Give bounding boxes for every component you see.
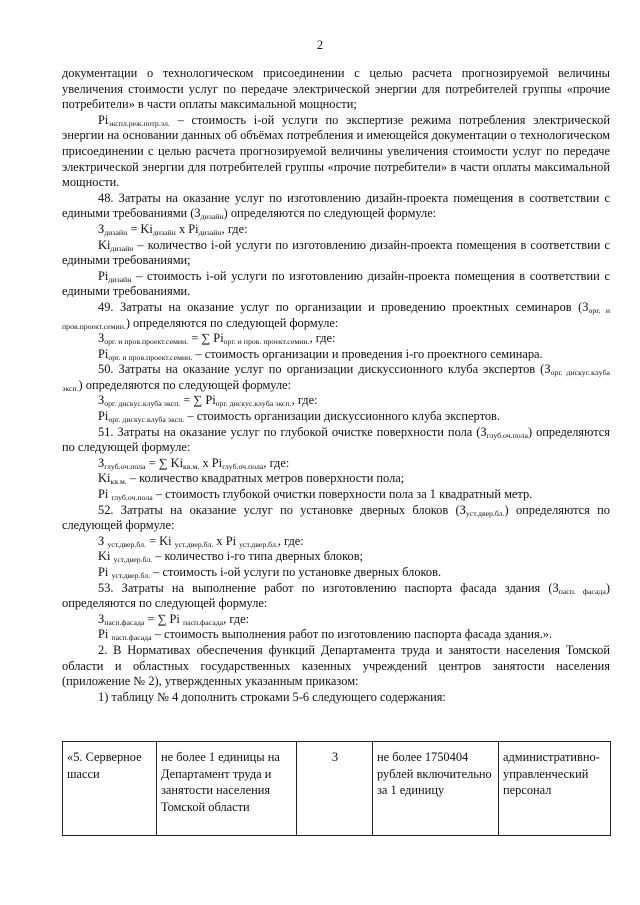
paragraph-53: 53. Затраты на выполнение работ по изготовлению паспорта фасада здания $(З_{пасп. фасада})$ определяются по следующей формуле: — [62, 580, 610, 611]
paragraph: Pi $_{уст.двер.бл.}$ – стоимость i-ой услуги по установке дверных блоков. — [98, 565, 442, 580]
formula-51: $З_{глуб.оч.пола}$ = ∑ $Ki_{кв.м.}$ x $Pi_{глуб.оч.пола}$, где: — [98, 455, 290, 471]
table-row — [63, 742, 611, 836]
paragraph-51: 51. Затраты на оказание услуг по глубокой очистке поверхности пола $(З_{глуб.оч.пола})$ определяются по следующей формуле: — [62, 424, 610, 455]
table-cell-term: 3 — [297, 742, 373, 836]
formula-50: $З_{орг. дискус.клуба эксп.}$ = ∑ $Pi_{орг. дискус.клуба эксп.}$, где: — [98, 393, 318, 409]
paragraph-49: 49. Затраты на оказание услуг по организации и проведению проектных семинаров $(З_{орг. и пров.проект.семин.})$ определяются по следующей формуле: — [62, 299, 610, 331]
paragraph: $Pi_{экспл.реж.потр.эл.}$ – стоимость i-ой услуги по экспертизе режима потребления электрической энергии на основании данных об объёмах потребления и имеющейся документации о технологическом присоединении с целью расчета прогнозируемой величины увеличения стоимости услуг по передаче электрической энергии для потребителей группы «прочие потребители» в части оплаты максимальной мощности. — [62, 112, 610, 190]
paragraph: $Pi_{дизайн}$ – стоимость i-ой услуги по изготовлению дизайн-проекта помещения в соответствии с едиными требованиями. — [62, 268, 610, 299]
paragraph: $Pi_{орг. дискус.клуба эксп.}$ – стоимость организации дискуссионного клуба экспертов. — [98, 409, 500, 425]
norms-table — [62, 741, 611, 836]
paragraph: Ki $_{уст.двер.бл.}$ – количество i-го типа дверных блоков; — [98, 549, 363, 565]
paragraph: $Ki_{дизайн}$ – количество i-ой услуги по изготовлению дизайн-проекта помещения в соответствии с едиными требованиями; — [62, 237, 610, 268]
table-cell-quantity: не более 1 единицы на Департамент труда и занятости населения Томской области — [157, 742, 297, 836]
table-cell-staff: административно-управленческий персонал — [499, 742, 611, 836]
paragraph-48: 48. Затраты на оказание услуг по изготовлению дизайн-проекта помещения в соответствии с едиными требованиями $(З_{дизайн})$ определяются по следующей формуле: — [62, 190, 610, 222]
table-cell-price: не более 1750404 рублей включительно за 1 единицу — [373, 742, 499, 836]
formula-52: З $_{уст.двер.бл.}$ = Ki $_{уст.двер.бл.}$ x Pi $_{уст.двер.бл.}$, где: — [98, 533, 304, 549]
paragraph-section-2: 2. В Нормативах обеспечения функций Департамента труда и занятости населения Томской области и областных государственных казенных учреждений центров занятости населения (приложение № 2), утвержденных указанным приказом: — [62, 642, 610, 689]
paragraph-50: 50. Затраты на оказание услуг по организации дискуссионного клуба экспертов $(З_{орг. дискус.клуба эксп.})$ определяются по следующей формуле: — [62, 362, 610, 393]
paragraph: Pi $_{пасп.фасада}$ – стоимость выполнения работ по изготовлению паспорта фасада здания.». — [98, 627, 553, 643]
table-cell-name: «5. Серверное шасси — [63, 742, 157, 836]
formula-49: $З_{орг. и пров.проект.семин.}$ = ∑ $Pi_{орг. и пров. проект.семин.}$, где: — [98, 331, 336, 347]
paragraph: $Ki_{кв.м.}$ – количество квадратных метров поверхности пола; — [98, 471, 405, 487]
page-number: 2 — [316, 38, 324, 52]
formula-48: $З_{дизайн} = Ki_{дизайн}$ x $Pi_{дизайн}$, где: — [98, 221, 248, 237]
document-body — [62, 66, 610, 705]
paragraph: $Pi_{орг. и пров.проект.семин.}$ – стоимость организации и проведения i-го проектного семинара. — [98, 346, 543, 362]
formula-53: $З_{пасп.фасада}$ = ∑ Pi $_{пасп.фасада}$, где: — [98, 611, 250, 627]
paragraph-table-intro: 1) таблицу № 4 дополнить строками 5-6 следующего содержания: — [98, 689, 446, 704]
paragraph: Pi $_{глуб.оч.пола}$ – стоимость глубокой очистки поверхности пола за 1 квадратный метр. — [98, 487, 533, 503]
paragraph-52: 52. Затраты на оказание услуг по установке дверных блоков $(З_{уст.двер.бл.})$ определяются по следующей формуле: — [62, 502, 610, 533]
paragraph: документации о технологическом присоединении с целью расчета прогнозируемой величины увеличения стоимости услуг по передаче электрической энергии для потребителей группы «прочие потребители» в части оплаты максимальной мощности; — [62, 66, 610, 112]
